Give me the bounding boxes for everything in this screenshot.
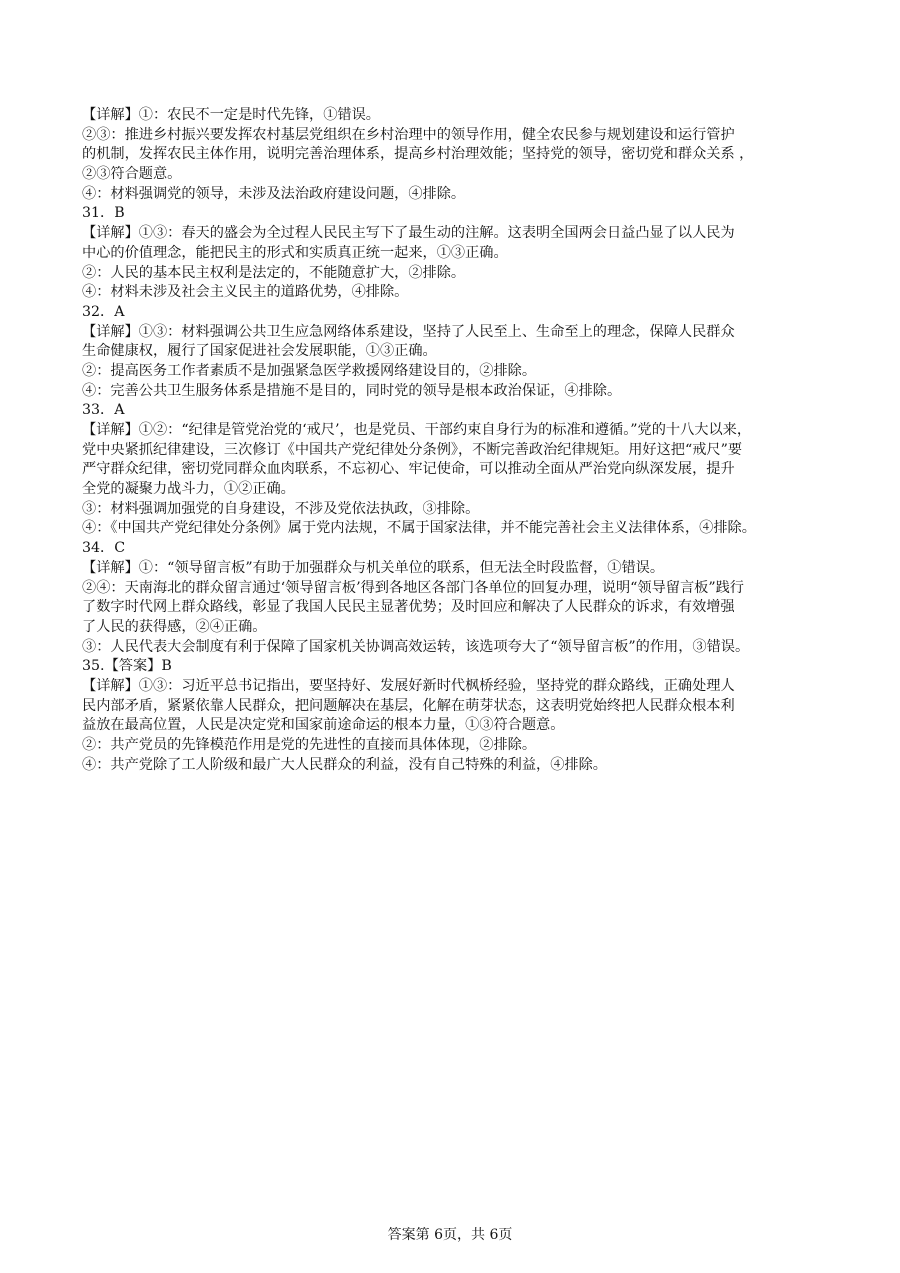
- text-line: 益放在最高位置，人民是决定党和国家前途命运的根本力量，①③符合题意。: [82, 717, 565, 734]
- text-line: 生命健康权，履行了国家促进社会发展职能，①③正确。: [82, 343, 437, 360]
- text-line: ④：完善公共卫生服务体系是措施不是目的，同时党的领导是根本政治保证，④排除。: [82, 382, 622, 399]
- text-line: 35.【答案】B: [82, 658, 172, 675]
- text-line: 全党的凝聚力战斗力，①②正确。: [82, 481, 295, 498]
- text-line: 31．B: [82, 205, 125, 222]
- text-line: 【详解】①：农民不一定是时代先锋，①错误。: [82, 107, 380, 123]
- text-line: 的机制，发挥农民主体作用，说明完善治理体系，提高乡村治理效能；坚持党的领导，密切党和群众关系 ，: [82, 146, 754, 163]
- text-line: 党中央紧抓纪律建设，三次修订《中国共产党纪律处分条例》，不断完善政治纪律规矩。用好这把“戒尺”要: [82, 441, 743, 458]
- document-body: [82, 106, 827, 775]
- text-line: ③：材料强调加强党的自身建设，不涉及党依法执政，③排除。: [82, 500, 480, 517]
- text-line: ③：人民代表大会制度有利于保障了国家机关协调高效运转，该选项夸大了“领导留言板”的作用，③错误。: [82, 638, 750, 655]
- text-line: 34．C: [82, 540, 126, 557]
- text-line: ②：人民的基本民主权利是法定的，不能随意扩大，②排除。: [82, 264, 466, 281]
- text-line: ②：共产党员的先锋模范作用是党的先进性的直接而具体体现，②排除。: [82, 737, 537, 753]
- text-line: ④：材料强调党的领导，未涉及法治政府建设问题，④排除。: [82, 185, 466, 202]
- text-line: 中心的价值理念，能把民主的形式和实质真正统一起来，①③正确。: [82, 244, 508, 261]
- text-line: 【详解】①②：“纪律是管党治党的‘戒尺’，也是党员、干部约束自身行为的标准和遵循。”党的十八大以来，: [82, 422, 752, 438]
- text-line: 严守群众纪律，密切党同群众血肉联系，不忘初心、牢记使命，可以推动全面从严治党向纵深发展，提升: [82, 461, 735, 478]
- text-line: 了人民的获得感，②④正确。: [82, 618, 267, 635]
- text-line: ②③符合题意。: [82, 166, 182, 183]
- text-line: 【详解】①③：春天的盛会为全过程人民民主写下了最生动的注解。这表明全国两会日益凸显了以人民为: [82, 225, 735, 242]
- text-line: 【详解】①③：习近平总书记指出，要坚持好、发展好新时代枫桥经验，坚持党的群众路线，正确处理人: [82, 677, 735, 694]
- page-footer: 答案第 6页，共 6页: [387, 1227, 513, 1243]
- text-line: ②③：推进乡村振兴要发挥农村基层党组织在乡村治理中的领导作用，健全农民参与规划建设和运行管护: [82, 126, 735, 143]
- text-line: 民内部矛盾，紧紧依靠人民群众，把问题解决在基层，化解在萌芽状态，这表明党始终把人民群众根本利: [82, 697, 735, 714]
- text-line: 32．A: [82, 303, 125, 320]
- text-line: 33．A: [82, 402, 125, 419]
- text-line: 【详解】①③：材料强调公共卫生应急网络体系建设，坚持了人民至上、生命至上的理念，保障人民群众: [82, 323, 735, 340]
- text-line: ②：提高医务工作者素质不是加强紧急医学救援网络建设目的，②排除。: [82, 362, 537, 379]
- text-line: ④：材料未涉及社会主义民主的道路优势，④排除。: [82, 284, 409, 301]
- text-line: ④：共产党除了工人阶级和最广大人民群众的利益，没有自己特殊的利益，④排除。: [82, 756, 607, 773]
- text-line: 【详解】①：“领导留言板”有助于加强群众与机关单位的联系，但无法全时段监督，①错误。: [82, 559, 665, 576]
- text-line: ②④：天南海北的群众留言通过‘领导留言板’得到各地区各部门各单位的回复办理，说明“领导留言板”践行: [82, 579, 744, 596]
- text-line: ④：《中国共产党纪律处分条例》属于党内法规，不属于国家法律，并不能完善社会主义法律体系，④排除。: [82, 520, 756, 537]
- text-line: 了数字时代网上群众路线，彰显了我国人民民主显著优势；及时回应和解决了人民群众的诉求，有效增强: [82, 599, 735, 616]
